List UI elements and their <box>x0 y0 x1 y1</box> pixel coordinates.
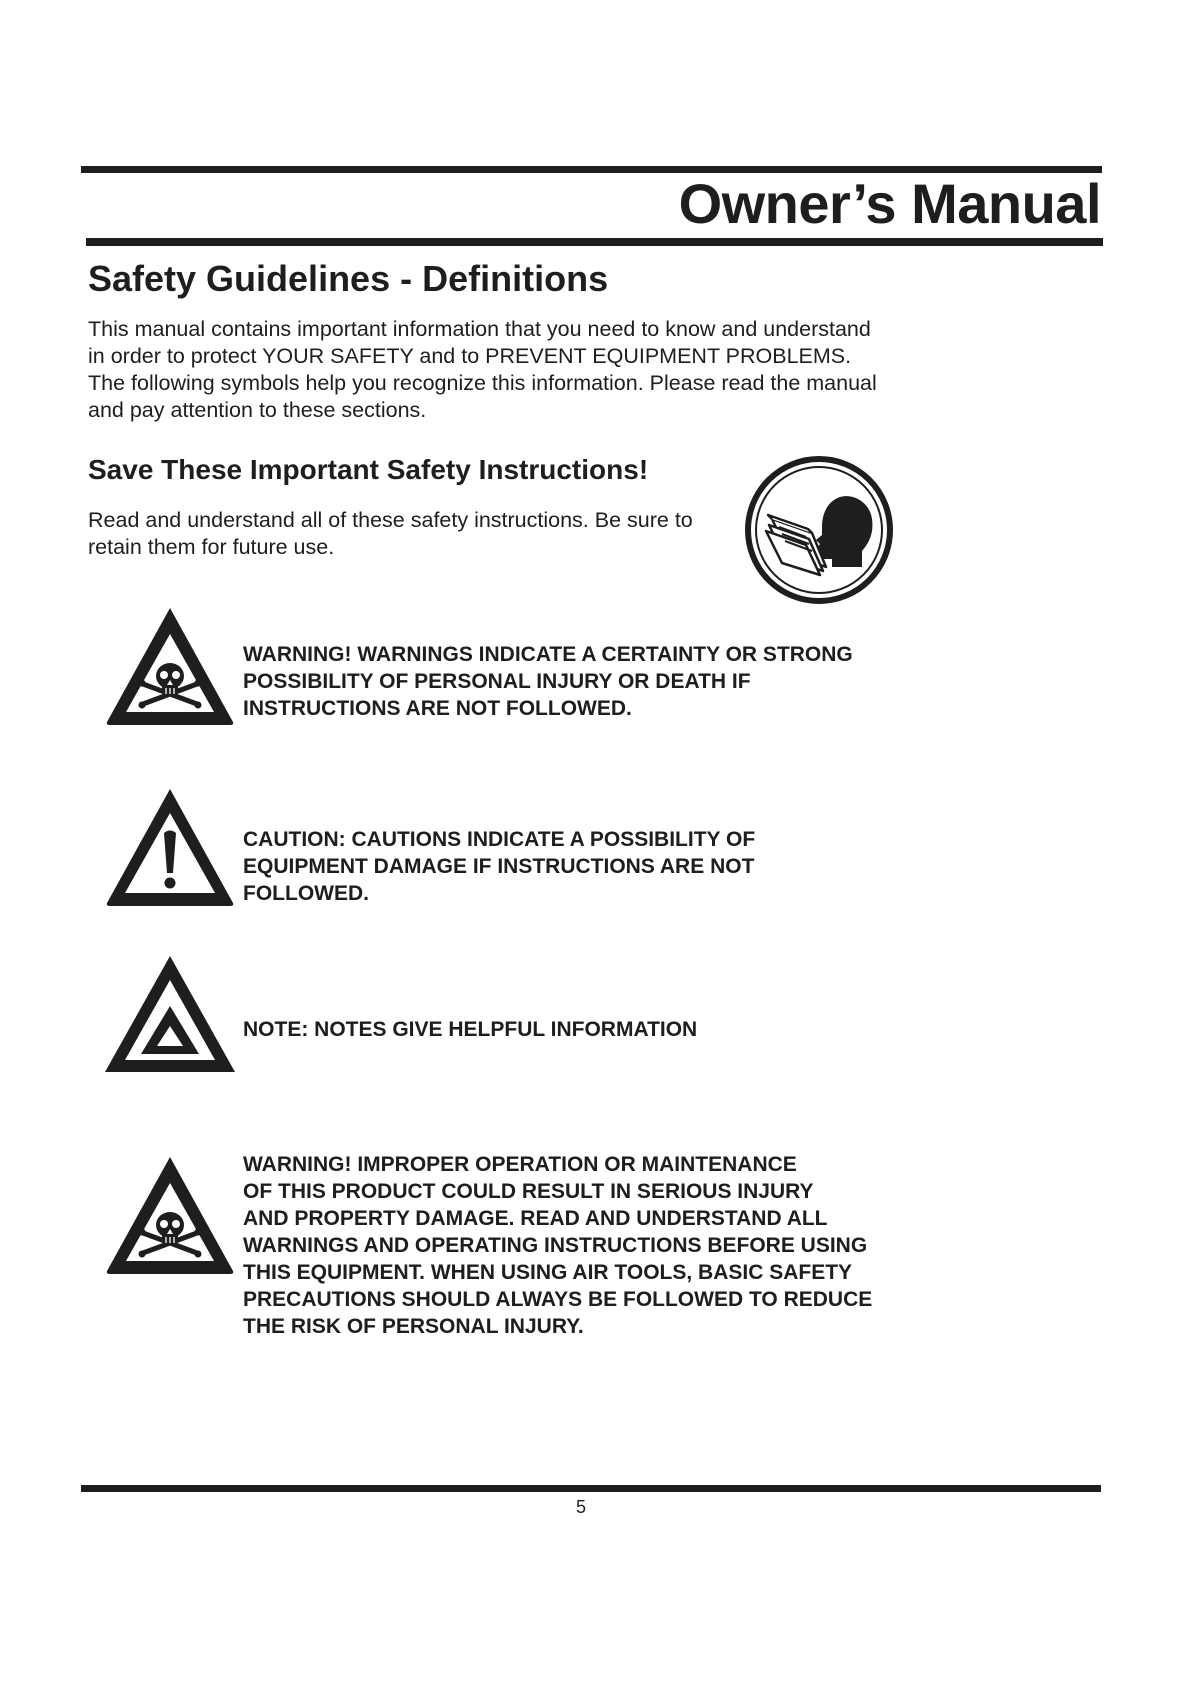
document-title: Owner’s Manual <box>678 172 1101 235</box>
warning-notice-text: WARNING! IMPROPER OPERATION OR MAINTENANCE OF THIS PRODUCT COULD RESULT IN SERIOUS INJURY AND PROPERTY DAMAGE. READ AND UNDERSTAND ALL WARNINGS AND OPERATING INSTRUCTIONS BEFORE USING THIS EQUIPMENT. WHEN USING AIR TOOLS, BASIC SAFETY PRECAUTIONS SHOULD ALWAYS BE FOLLOWED TO REDUCE THE RISK OF PERSONAL INJURY. <box>243 1153 873 1338</box>
skull-crossbones-warning-icon <box>103 1153 237 1277</box>
skull-crossbones-warning-icon <box>103 604 237 728</box>
page-number: 5 <box>575 1497 586 1517</box>
caution-notice-text: CAUTION: CAUTIONS INDICATE A POSSIBILITY OF EQUIPMENT DAMAGE IF INSTRUCTIONS ARE NOT FOLLOWED. <box>243 828 756 905</box>
triangle-note-icon <box>103 954 237 1074</box>
title-rule <box>86 238 1103 246</box>
warning-notice-text: WARNING! WARNINGS INDICATE A CERTAINTY OR STRONG POSSIBILITY OF PERSONAL INJURY OR DEATH IF INSTRUCTIONS ARE NOT FOLLOWED. <box>243 643 853 720</box>
read-manual-icon <box>744 455 894 605</box>
intro-paragraph: This manual contains important information that you need to know and understand in order to protect YOUR SAFETY and to PREVENT EQUIPMENT PROBLEMS. The following symbols help you recognize this information. Please read the manual and pay attention to these sections. <box>88 317 877 422</box>
instructions-heading: Save These Important Safety Instructions! <box>88 454 649 485</box>
note-notice-text: NOTE: NOTES GIVE HELPFUL INFORMATION <box>243 1018 698 1041</box>
section-heading: Safety Guidelines - Definitions <box>88 258 609 299</box>
instructions-paragraph: Read and understand all of these safety instructions. Be sure to retain them for future use. <box>88 508 693 559</box>
exclamation-caution-icon <box>103 785 237 909</box>
footer-rule <box>81 1485 1101 1492</box>
